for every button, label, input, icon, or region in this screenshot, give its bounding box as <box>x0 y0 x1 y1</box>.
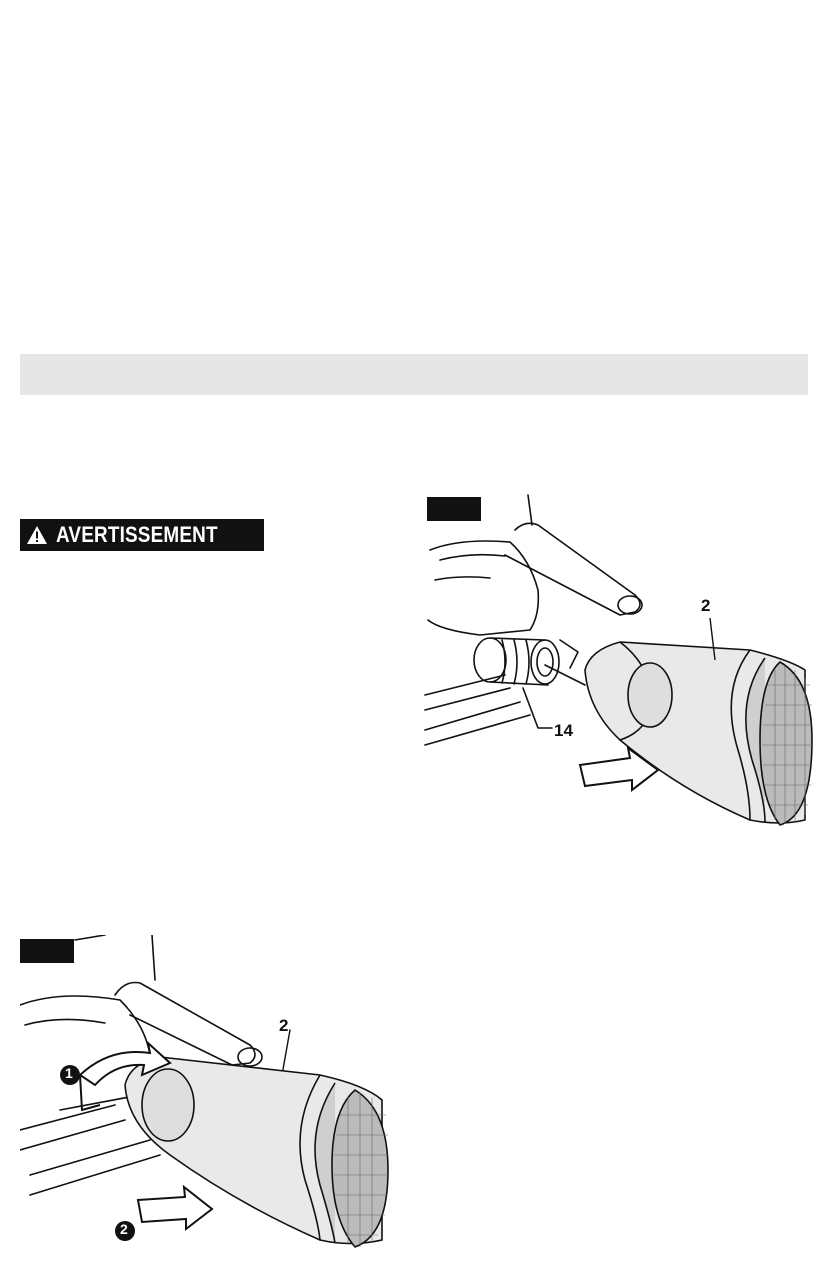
figure-dust-bag-attach <box>420 490 820 830</box>
warning-text: AVERTISSEMENT <box>56 522 218 547</box>
warning-label <box>20 519 264 551</box>
part-label-bag-bottom: 2 <box>279 1016 289 1035</box>
warning-triangle-icon <box>26 525 48 545</box>
part-label-bag: 2 <box>701 596 711 615</box>
figure-dust-bag-remove <box>20 935 400 1255</box>
step-2-marker: 2 <box>120 1221 128 1237</box>
step-1-marker: 1 <box>65 1065 73 1081</box>
part-label-port: 14 <box>554 721 573 740</box>
section-heading-bar <box>20 354 808 395</box>
